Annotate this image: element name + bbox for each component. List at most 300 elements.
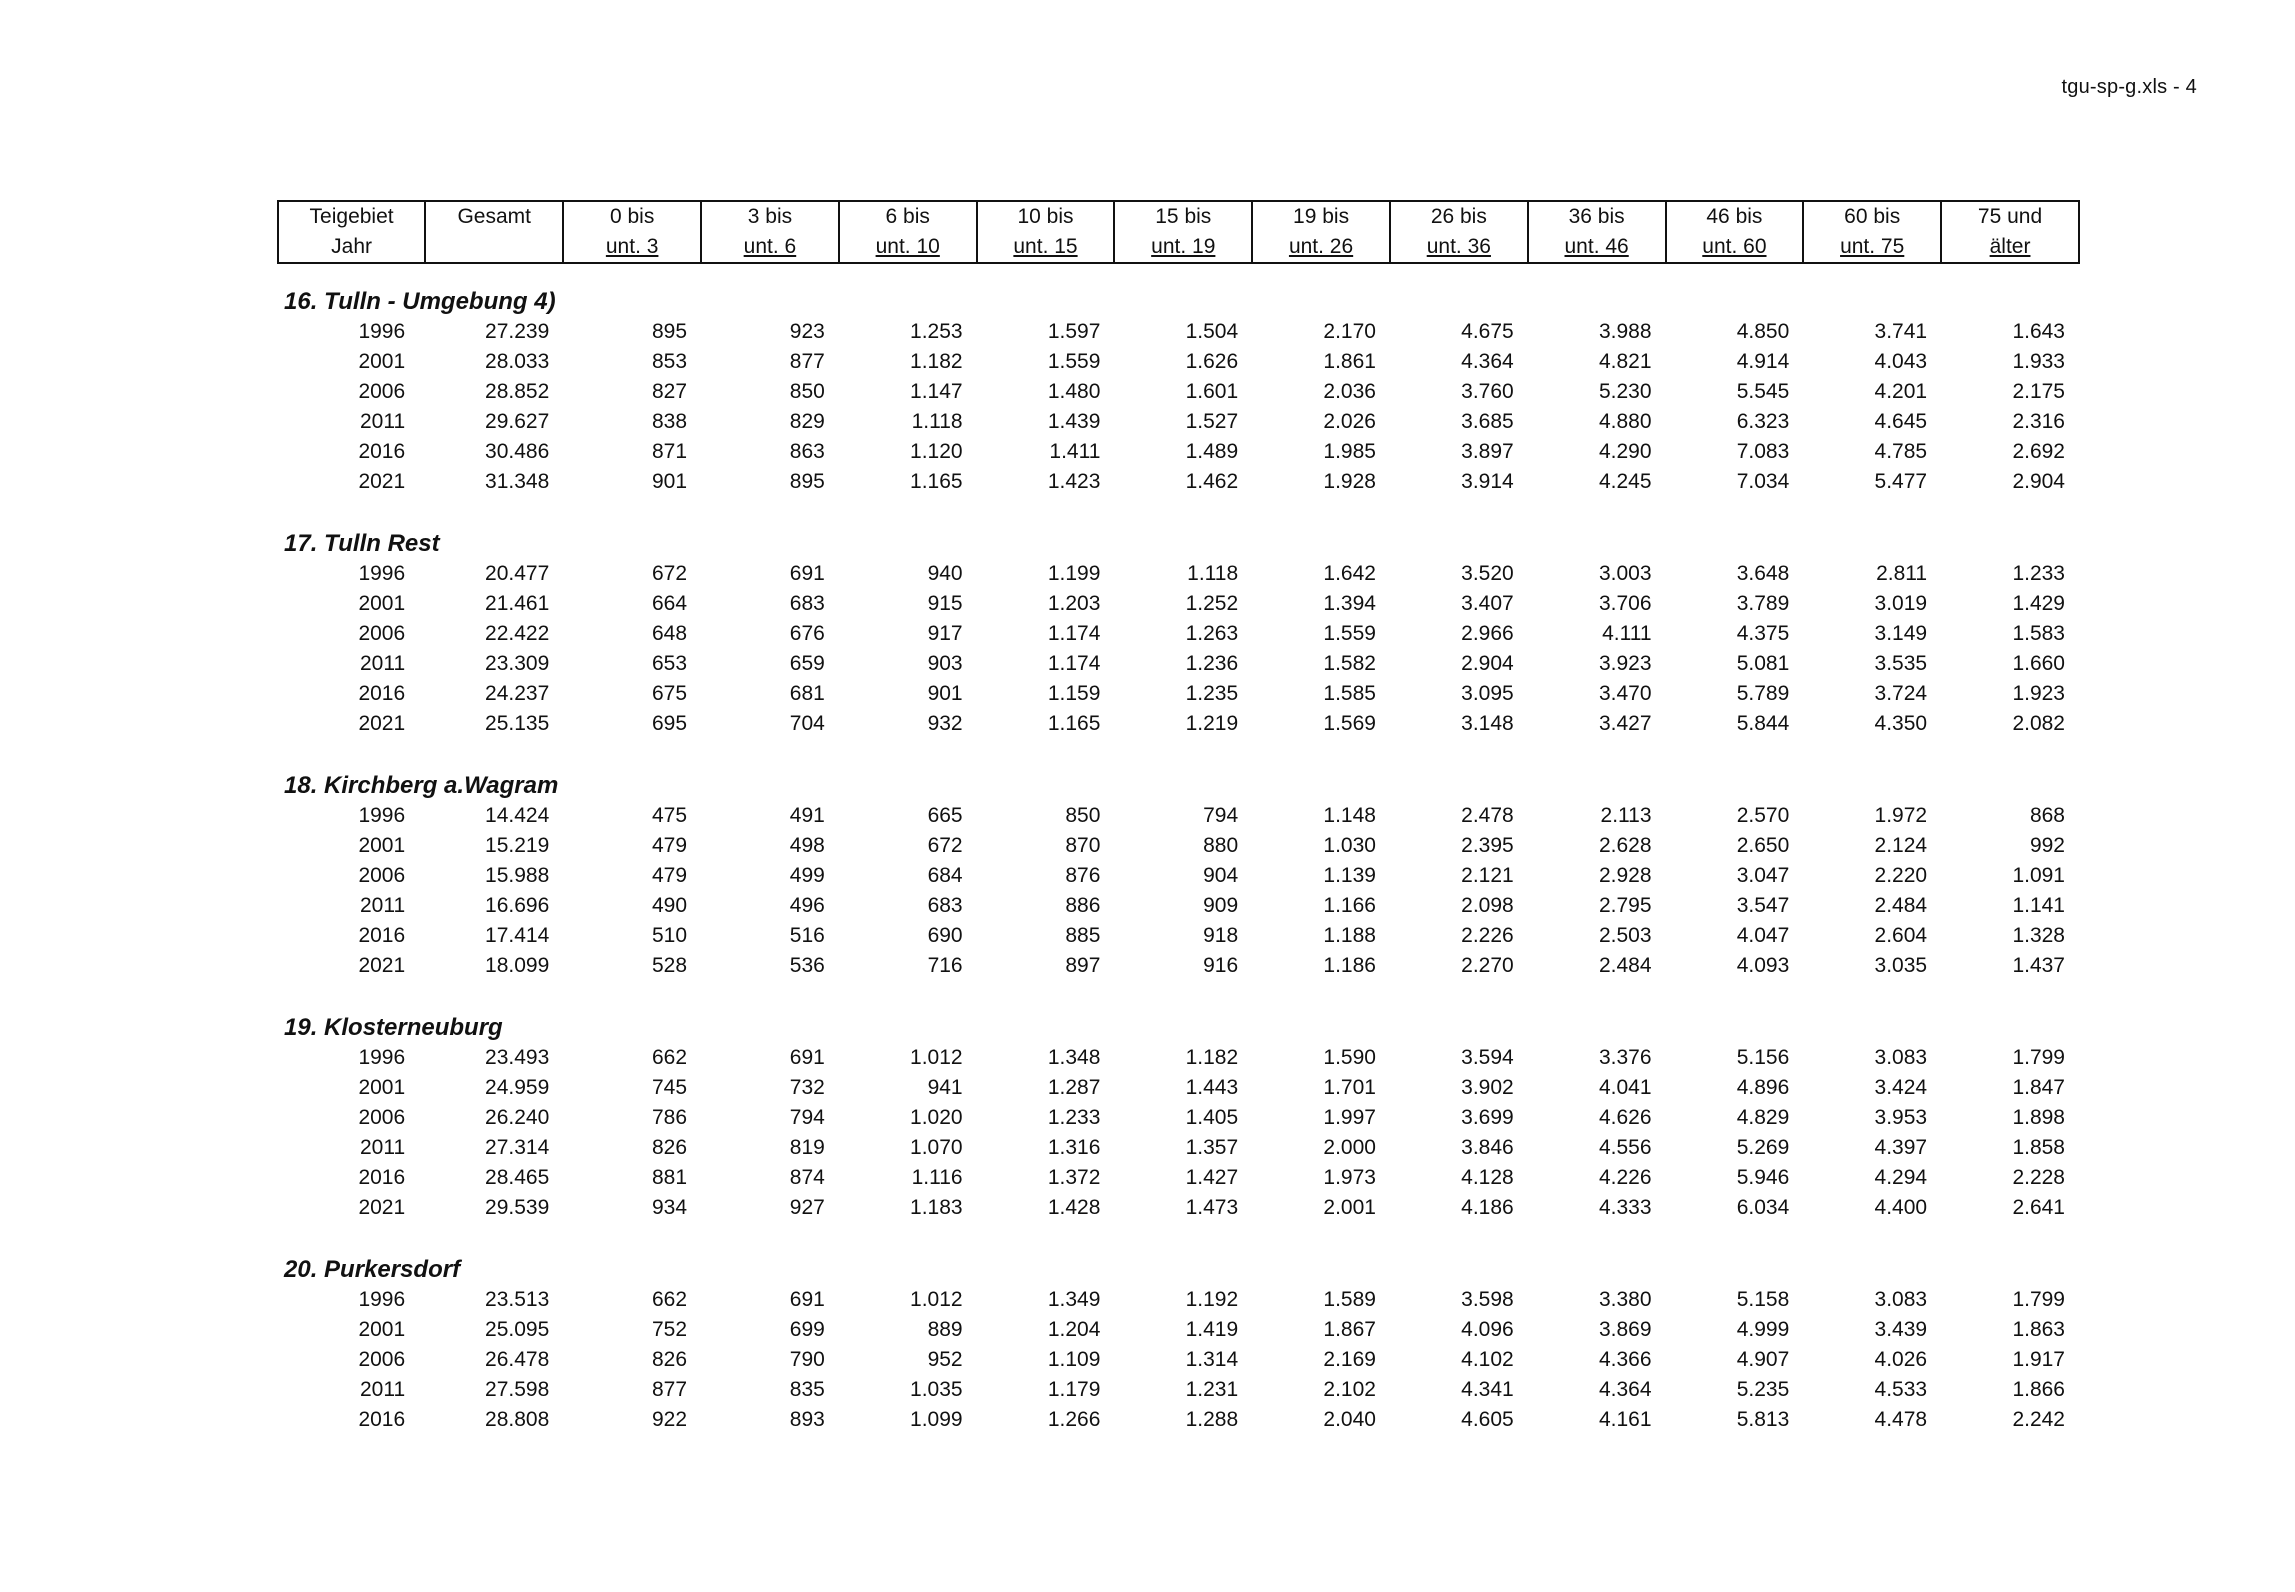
value-cell: 4.294 <box>1874 1166 1928 1189</box>
value-cell: 15.219 <box>485 834 550 857</box>
table-row <box>278 1073 2079 1103</box>
value-cell: 850 <box>1065 804 1101 827</box>
value-cell: 4.366 <box>1598 1348 1652 1371</box>
value-cell: 4.880 <box>1598 410 1652 433</box>
table-row <box>278 1163 2079 1193</box>
value-cell: 1.443 <box>1185 1076 1239 1099</box>
value-cell: 4.375 <box>1736 622 1790 645</box>
table-row <box>278 801 2079 831</box>
value-cell: 1.166 <box>1323 894 1376 917</box>
value-cell: 28.033 <box>485 350 550 373</box>
value-cell: 819 <box>789 1136 825 1159</box>
value-cell: 5.813 <box>1736 1408 1790 1431</box>
value-cell: 901 <box>652 470 688 493</box>
year-cell: 2016 <box>358 682 406 705</box>
year-cell: 2006 <box>358 380 406 403</box>
value-cell: 790 <box>789 1348 825 1371</box>
value-cell: 25.135 <box>485 712 550 735</box>
value-cell: 4.226 <box>1598 1166 1652 1189</box>
value-cell: 24.959 <box>485 1076 550 1099</box>
value-cell: 903 <box>927 652 963 675</box>
value-cell: 6.323 <box>1736 410 1790 433</box>
group-title: 17. Tulln Rest <box>284 530 440 557</box>
column-header-bottom: unt. 3 <box>605 235 659 258</box>
value-cell: 886 <box>1065 894 1101 917</box>
value-cell: 1.660 <box>2012 652 2065 675</box>
value-cell: 871 <box>652 440 688 463</box>
value-cell: 665 <box>927 804 963 827</box>
value-cell: 2.220 <box>1874 864 1928 887</box>
value-cell: 1.437 <box>2012 954 2065 977</box>
value-cell: 732 <box>789 1076 825 1099</box>
value-cell: 2.484 <box>1598 954 1652 977</box>
year-cell: 2021 <box>358 1196 406 1219</box>
value-cell: 941 <box>927 1076 963 1099</box>
value-cell: 18.099 <box>485 954 550 977</box>
value-cell: 922 <box>652 1408 688 1431</box>
value-cell: 31.348 <box>485 470 550 493</box>
value-cell: 691 <box>789 1288 825 1311</box>
value-cell: 918 <box>1203 924 1239 947</box>
value-cell: 4.397 <box>1874 1136 1928 1159</box>
value-cell: 4.043 <box>1874 350 1928 373</box>
value-cell: 2.604 <box>1874 924 1928 947</box>
column-header-top: 60 bis <box>1844 205 1901 228</box>
value-cell: 1.070 <box>910 1136 963 1159</box>
value-cell: 895 <box>652 320 688 343</box>
value-cell: 4.111 <box>1602 622 1652 645</box>
value-cell: 2.036 <box>1323 380 1376 403</box>
table-row <box>278 377 2079 407</box>
value-cell: 1.917 <box>2012 1348 2065 1371</box>
value-cell: 1.253 <box>910 320 963 343</box>
column-header <box>1252 201 1390 263</box>
value-cell: 4.047 <box>1736 924 1790 947</box>
value-cell: 5.946 <box>1736 1166 1790 1189</box>
value-cell: 3.019 <box>1874 592 1928 615</box>
value-cell: 895 <box>789 470 825 493</box>
value-cell: 2.811 <box>1876 562 1928 585</box>
value-cell: 870 <box>1065 834 1101 857</box>
value-cell: 4.290 <box>1598 440 1652 463</box>
column-header <box>1666 201 1804 263</box>
year-cell: 2021 <box>358 470 406 493</box>
value-cell: 7.034 <box>1736 470 1790 493</box>
value-cell: 893 <box>789 1408 825 1431</box>
value-cell: 5.545 <box>1736 380 1790 403</box>
value-cell: 1.405 <box>1185 1106 1239 1129</box>
value-cell: 681 <box>789 682 825 705</box>
value-cell: 1.182 <box>910 350 963 373</box>
value-cell: 1.020 <box>910 1106 963 1129</box>
value-cell: 21.461 <box>485 592 550 615</box>
value-cell: 1.203 <box>1047 592 1101 615</box>
column-header <box>977 201 1115 263</box>
column-header <box>1803 201 1941 263</box>
value-cell: 4.026 <box>1874 1348 1928 1371</box>
value-cell: 1.349 <box>1047 1288 1101 1311</box>
value-cell: 1.589 <box>1323 1288 1376 1311</box>
value-cell: 4.400 <box>1874 1196 1928 1219</box>
value-cell: 2.270 <box>1461 954 1514 977</box>
value-cell: 684 <box>927 864 963 887</box>
population-table <box>277 200 2080 1435</box>
value-cell: 3.846 <box>1461 1136 1514 1159</box>
value-cell: 4.821 <box>1598 350 1652 373</box>
column-header-top: 75 und <box>1977 205 2043 228</box>
column-header-bottom: unt. 15 <box>1013 235 1078 258</box>
table-row <box>278 589 2079 619</box>
column-header-top: 46 bis <box>1706 205 1763 228</box>
table-row <box>278 891 2079 921</box>
value-cell: 3.470 <box>1598 682 1652 705</box>
value-cell: 3.988 <box>1598 320 1652 343</box>
value-cell: 3.520 <box>1461 562 1514 585</box>
value-cell: 7.083 <box>1736 440 1790 463</box>
value-cell: 25.095 <box>485 1318 550 1341</box>
value-cell: 3.148 <box>1461 712 1514 735</box>
value-cell: 664 <box>652 592 688 615</box>
year-cell: 2011 <box>360 652 406 675</box>
value-cell: 3.897 <box>1461 440 1514 463</box>
value-cell: 3.914 <box>1461 470 1514 493</box>
value-cell: 940 <box>927 562 963 585</box>
value-cell: 1.252 <box>1185 592 1239 615</box>
value-cell: 17.414 <box>485 924 550 947</box>
value-cell: 1.099 <box>910 1408 963 1431</box>
value-cell: 3.149 <box>1874 622 1928 645</box>
value-cell: 3.424 <box>1874 1076 1928 1099</box>
value-cell: 1.861 <box>1323 350 1376 373</box>
value-cell: 5.844 <box>1736 712 1790 735</box>
value-cell: 4.785 <box>1874 440 1928 463</box>
value-cell: 2.650 <box>1736 834 1790 857</box>
column-header-top: 6 bis <box>885 205 930 228</box>
value-cell: 2.242 <box>2012 1408 2065 1431</box>
value-cell: 3.376 <box>1598 1046 1652 1069</box>
value-cell: 1.973 <box>1323 1166 1376 1189</box>
column-header-bottom: unt. 75 <box>1840 235 1905 258</box>
value-cell: 475 <box>652 804 688 827</box>
value-cell: 716 <box>927 954 963 977</box>
value-cell: 885 <box>1065 924 1101 947</box>
value-cell: 1.148 <box>1323 804 1376 827</box>
value-cell: 28.465 <box>485 1166 550 1189</box>
value-cell: 3.598 <box>1461 1288 1514 1311</box>
value-cell: 2.928 <box>1598 864 1652 887</box>
value-cell: 745 <box>652 1076 688 1099</box>
value-cell: 794 <box>789 1106 825 1129</box>
column-header-bottom <box>426 232 562 262</box>
value-cell: 2.121 <box>1461 864 1514 887</box>
value-cell: 1.141 <box>2012 894 2065 917</box>
value-cell: 2.570 <box>1736 804 1790 827</box>
year-cell: 2016 <box>358 924 406 947</box>
value-cell: 1.933 <box>2012 350 2065 373</box>
column-header-top: 10 bis <box>1017 205 1074 228</box>
value-cell: 880 <box>1203 834 1239 857</box>
value-cell: 4.041 <box>1598 1076 1652 1099</box>
value-cell: 876 <box>1065 864 1101 887</box>
group-title: 19. Klosterneuburg <box>284 1014 503 1041</box>
value-cell: 1.204 <box>1047 1318 1101 1341</box>
value-cell: 829 <box>789 410 825 433</box>
table-row <box>278 1285 2079 1315</box>
value-cell: 850 <box>789 380 825 403</box>
value-cell: 1.394 <box>1323 592 1376 615</box>
value-cell: 881 <box>652 1166 688 1189</box>
table-row <box>278 1375 2079 1405</box>
value-cell: 22.422 <box>485 622 550 645</box>
column-header-bottom: unt. 10 <box>875 235 940 258</box>
value-cell: 2.170 <box>1323 320 1376 343</box>
value-cell: 23.513 <box>485 1288 550 1311</box>
value-cell: 4.829 <box>1736 1106 1790 1129</box>
value-cell: 1.411 <box>1049 440 1101 463</box>
value-cell: 479 <box>652 834 688 857</box>
value-cell: 2.102 <box>1323 1378 1376 1401</box>
value-cell: 3.789 <box>1736 592 1790 615</box>
column-header <box>1528 201 1666 263</box>
value-cell: 1.799 <box>2012 1288 2065 1311</box>
value-cell: 499 <box>789 864 825 887</box>
value-cell: 3.869 <box>1598 1318 1652 1341</box>
value-cell: 491 <box>789 804 825 827</box>
value-cell: 2.113 <box>1600 804 1652 827</box>
value-cell: 672 <box>927 834 963 857</box>
year-cell: 2001 <box>358 350 406 373</box>
value-cell: 1.559 <box>1323 622 1376 645</box>
value-cell: 909 <box>1203 894 1239 917</box>
value-cell: 14.424 <box>485 804 550 827</box>
value-cell: 653 <box>652 652 688 675</box>
value-cell: 2.169 <box>1323 1348 1376 1371</box>
value-cell: 675 <box>652 682 688 705</box>
column-header <box>701 201 839 263</box>
column-header <box>425 201 563 263</box>
value-cell: 3.923 <box>1598 652 1652 675</box>
value-cell: 1.701 <box>1323 1076 1376 1099</box>
value-cell: 24.237 <box>485 682 550 705</box>
value-cell: 4.605 <box>1461 1408 1514 1431</box>
value-cell: 1.527 <box>1185 410 1239 433</box>
value-cell: 30.486 <box>485 440 550 463</box>
value-cell: 1.867 <box>1323 1318 1376 1341</box>
value-cell: 27.598 <box>485 1378 550 1401</box>
value-cell: 3.760 <box>1461 380 1514 403</box>
value-cell: 2.478 <box>1461 804 1514 827</box>
value-cell: 662 <box>652 1288 688 1311</box>
value-cell: 690 <box>927 924 963 947</box>
value-cell: 838 <box>652 410 688 433</box>
column-header <box>839 201 977 263</box>
year-cell: 2001 <box>358 592 406 615</box>
year-cell: 2016 <box>358 440 406 463</box>
value-cell: 5.230 <box>1598 380 1652 403</box>
group-title: 18. Kirchberg a.Wagram <box>284 772 559 799</box>
value-cell: 5.477 <box>1874 470 1928 493</box>
value-cell: 4.341 <box>1461 1378 1514 1401</box>
value-cell: 28.852 <box>485 380 550 403</box>
value-cell: 4.161 <box>1598 1408 1652 1431</box>
year-cell: 1996 <box>358 1288 406 1311</box>
value-cell: 4.914 <box>1736 350 1790 373</box>
value-cell: 927 <box>789 1196 825 1219</box>
value-cell: 923 <box>789 320 825 343</box>
value-cell: 4.556 <box>1598 1136 1652 1159</box>
column-header-bottom: unt. 46 <box>1564 235 1629 258</box>
value-cell: 1.263 <box>1185 622 1239 645</box>
value-cell: 1.233 <box>2012 562 2065 585</box>
value-cell: 826 <box>652 1136 688 1159</box>
table-row <box>278 1315 2079 1345</box>
year-cell: 2016 <box>358 1408 406 1431</box>
column-header-bottom: unt. 60 <box>1702 235 1767 258</box>
table-row <box>278 831 2079 861</box>
value-cell: 3.035 <box>1874 954 1928 977</box>
value-cell: 2.904 <box>2012 470 2065 493</box>
value-cell: 3.706 <box>1598 592 1652 615</box>
column-header-top: 3 bis <box>747 205 793 228</box>
year-cell: 2011 <box>360 1136 406 1159</box>
column-header <box>1390 201 1528 263</box>
value-cell: 676 <box>789 622 825 645</box>
value-cell: 752 <box>652 1318 688 1341</box>
value-cell: 3.953 <box>1874 1106 1928 1129</box>
value-cell: 490 <box>652 894 688 917</box>
value-cell: 3.547 <box>1736 894 1790 917</box>
value-cell: 26.478 <box>485 1348 550 1371</box>
value-cell: 2.692 <box>2012 440 2065 463</box>
value-cell: 904 <box>1203 864 1239 887</box>
group-title: 16. Tulln - Umgebung 4) <box>284 288 556 315</box>
value-cell: 1.489 <box>1185 440 1239 463</box>
file-label: tgu-sp-g.xls - 4 <box>2061 76 2197 98</box>
value-cell: 1.597 <box>1047 320 1101 343</box>
column-header <box>563 201 701 263</box>
value-cell: 901 <box>927 682 963 705</box>
value-cell: 3.594 <box>1461 1046 1514 1069</box>
value-cell: 863 <box>789 440 825 463</box>
value-cell: 2.503 <box>1598 924 1652 947</box>
value-cell: 1.423 <box>1047 470 1101 493</box>
value-cell: 510 <box>652 924 688 947</box>
value-cell: 4.675 <box>1461 320 1514 343</box>
value-cell: 20.477 <box>485 562 550 585</box>
value-cell: 2.124 <box>1874 834 1928 857</box>
table-row <box>278 921 2079 951</box>
year-cell: 2011 <box>360 410 406 433</box>
value-cell: 672 <box>652 562 688 585</box>
year-cell: 2006 <box>358 864 406 887</box>
value-cell: 29.627 <box>485 410 550 433</box>
value-cell: 2.904 <box>1461 652 1514 675</box>
value-cell: 4.850 <box>1736 320 1790 343</box>
table-row <box>278 679 2079 709</box>
value-cell: 479 <box>652 864 688 887</box>
value-cell: 1.030 <box>1323 834 1376 857</box>
value-cell: 1.601 <box>1185 380 1239 403</box>
year-cell: 2011 <box>360 1378 406 1401</box>
table-row <box>278 709 2079 739</box>
value-cell: 1.165 <box>910 470 963 493</box>
value-cell: 4.645 <box>1874 410 1928 433</box>
value-cell: 1.174 <box>1047 652 1101 675</box>
table-row <box>278 467 2079 497</box>
value-cell: 1.118 <box>1187 562 1239 585</box>
column-header-top: 26 bis <box>1430 205 1487 228</box>
value-cell: 27.314 <box>485 1136 550 1159</box>
value-cell: 6.034 <box>1736 1196 1790 1219</box>
value-cell: 1.219 <box>1185 712 1239 735</box>
column-header-bottom: älter <box>1989 235 2031 258</box>
value-cell: 691 <box>789 1046 825 1069</box>
value-cell: 4.186 <box>1461 1196 1514 1219</box>
value-cell: 5.158 <box>1736 1288 1790 1311</box>
year-cell: 2021 <box>358 712 406 735</box>
value-cell: 4.999 <box>1736 1318 1790 1341</box>
value-cell: 2.001 <box>1323 1196 1376 1219</box>
value-cell: 889 <box>927 1318 963 1341</box>
value-cell: 2.175 <box>2012 380 2065 403</box>
value-cell: 1.427 <box>1185 1166 1239 1189</box>
value-cell: 16.696 <box>485 894 550 917</box>
value-cell: 23.493 <box>485 1046 550 1069</box>
column-header <box>278 201 425 263</box>
value-cell: 1.116 <box>911 1166 963 1189</box>
value-cell: 1.348 <box>1047 1046 1101 1069</box>
value-cell: 496 <box>789 894 825 917</box>
value-cell: 5.789 <box>1736 682 1790 705</box>
column-header-bottom: unt. 6 <box>743 235 797 258</box>
value-cell: 4.350 <box>1874 712 1928 735</box>
value-cell: 1.012 <box>910 1288 963 1311</box>
year-cell: 2011 <box>360 894 406 917</box>
value-cell: 1.120 <box>910 440 963 463</box>
value-cell: 1.928 <box>1323 470 1376 493</box>
value-cell: 1.473 <box>1185 1196 1239 1219</box>
table-row <box>278 861 2079 891</box>
value-cell: 2.641 <box>2012 1196 2065 1219</box>
value-cell: 1.357 <box>1185 1136 1239 1159</box>
value-cell: 4.128 <box>1461 1166 1514 1189</box>
value-cell: 1.847 <box>2012 1076 2065 1099</box>
column-header-bottom: unt. 26 <box>1288 235 1354 258</box>
value-cell: 1.559 <box>1047 350 1101 373</box>
table-row <box>278 1345 2079 1375</box>
value-cell: 1.139 <box>1323 864 1376 887</box>
year-cell: 2006 <box>358 1106 406 1129</box>
column-header-bottom: unt. 19 <box>1151 235 1216 258</box>
value-cell: 932 <box>927 712 963 735</box>
value-cell: 1.419 <box>1185 1318 1239 1341</box>
value-cell: 1.643 <box>2012 320 2065 343</box>
value-cell: 2.395 <box>1461 834 1514 857</box>
value-cell: 3.083 <box>1874 1288 1928 1311</box>
value-cell: 992 <box>2029 834 2065 857</box>
value-cell: 877 <box>652 1378 688 1401</box>
value-cell: 1.199 <box>1047 562 1101 585</box>
value-cell: 1.192 <box>1185 1288 1239 1311</box>
value-cell: 1.504 <box>1185 320 1239 343</box>
value-cell: 4.201 <box>1874 380 1928 403</box>
value-cell: 29.539 <box>485 1196 550 1219</box>
value-cell: 2.026 <box>1323 410 1376 433</box>
value-cell: 4.364 <box>1598 1378 1652 1401</box>
value-cell: 4.333 <box>1598 1196 1652 1219</box>
group-title: 20. Purkersdorf <box>284 1256 461 1283</box>
value-cell: 2.228 <box>2012 1166 2065 1189</box>
